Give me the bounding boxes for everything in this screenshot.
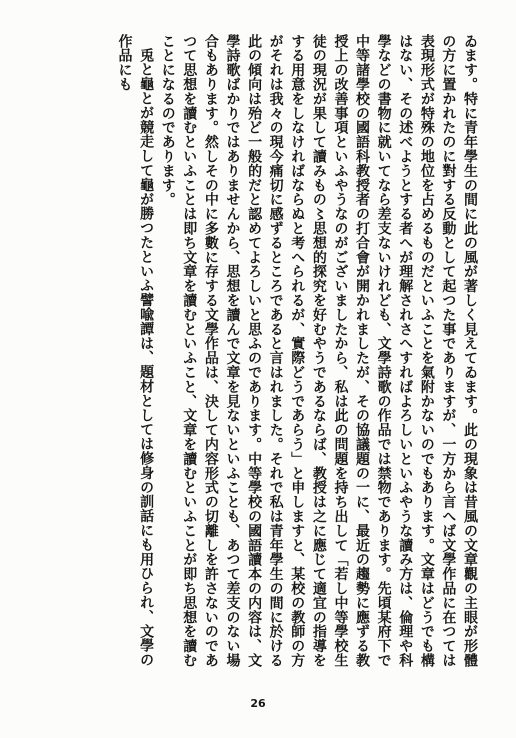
paragraph-1: ゐます。特に青年學生の間に此の風が著しく見えてゐます。此の現象は昔風の文章觀の主眼が形體の方に置かれたのに對する反動として起つた事でありますが、一方から言へば文學作品に在つては表現形式が特殊の地位を占めるものだといふことを氣附かないのでもあります。文章はどうでも構はない、その述べようとする者へが理解されさへすればよろしいといふやうな讀み方は、倫理や科學などの書物に就いてなら差支ないけれども、文學詩歌の作品では禁物であります。先頃某府下で中等諸學校の國語科教授者の打合會が開かれましたが、その協議題の一に、最近の趨勢に應ずる教授上の改善事項といふやうなのがございましたから、私は此の問題を持ち出して「若し中等學校生徒の現況が果して讀みもの〻思想的探究を好むやうであるならば、教授は之に應じて適宜の指導をする用意をしなければならぬと考へられるが、實際どうであらう」と申しますと、某校の教師の方がそれは我々の現今痛切に感ずるところであると言はれました。それで私は青年學生の間に於ける此の傾向は殆ど一般的だと認めてよろしいと思ふのであります。中等學校の國語讀本の内容は、文學詩歌ばかりではありませんから、思想を讀んで文章を見ないといふことも、あつて差支のない場合もあります。然しその中に多數に存する文學作品は、決して内容形式の切離しを許さないのであつて思想を讀むといふことは即ち文章を讀むといふこと、文章を讀むといふことが即ち思想を讀むことになるのであります。 [159, 34, 478, 668]
vertical-text-body [40, 34, 480, 674]
paragraph-2: 兎と龜とが競走して龜が勝つたといふ譬喩譚は、題材としては修身の訓話にも用ひられ、文學の作品にも [116, 34, 155, 668]
page-number: 26 [250, 697, 266, 710]
